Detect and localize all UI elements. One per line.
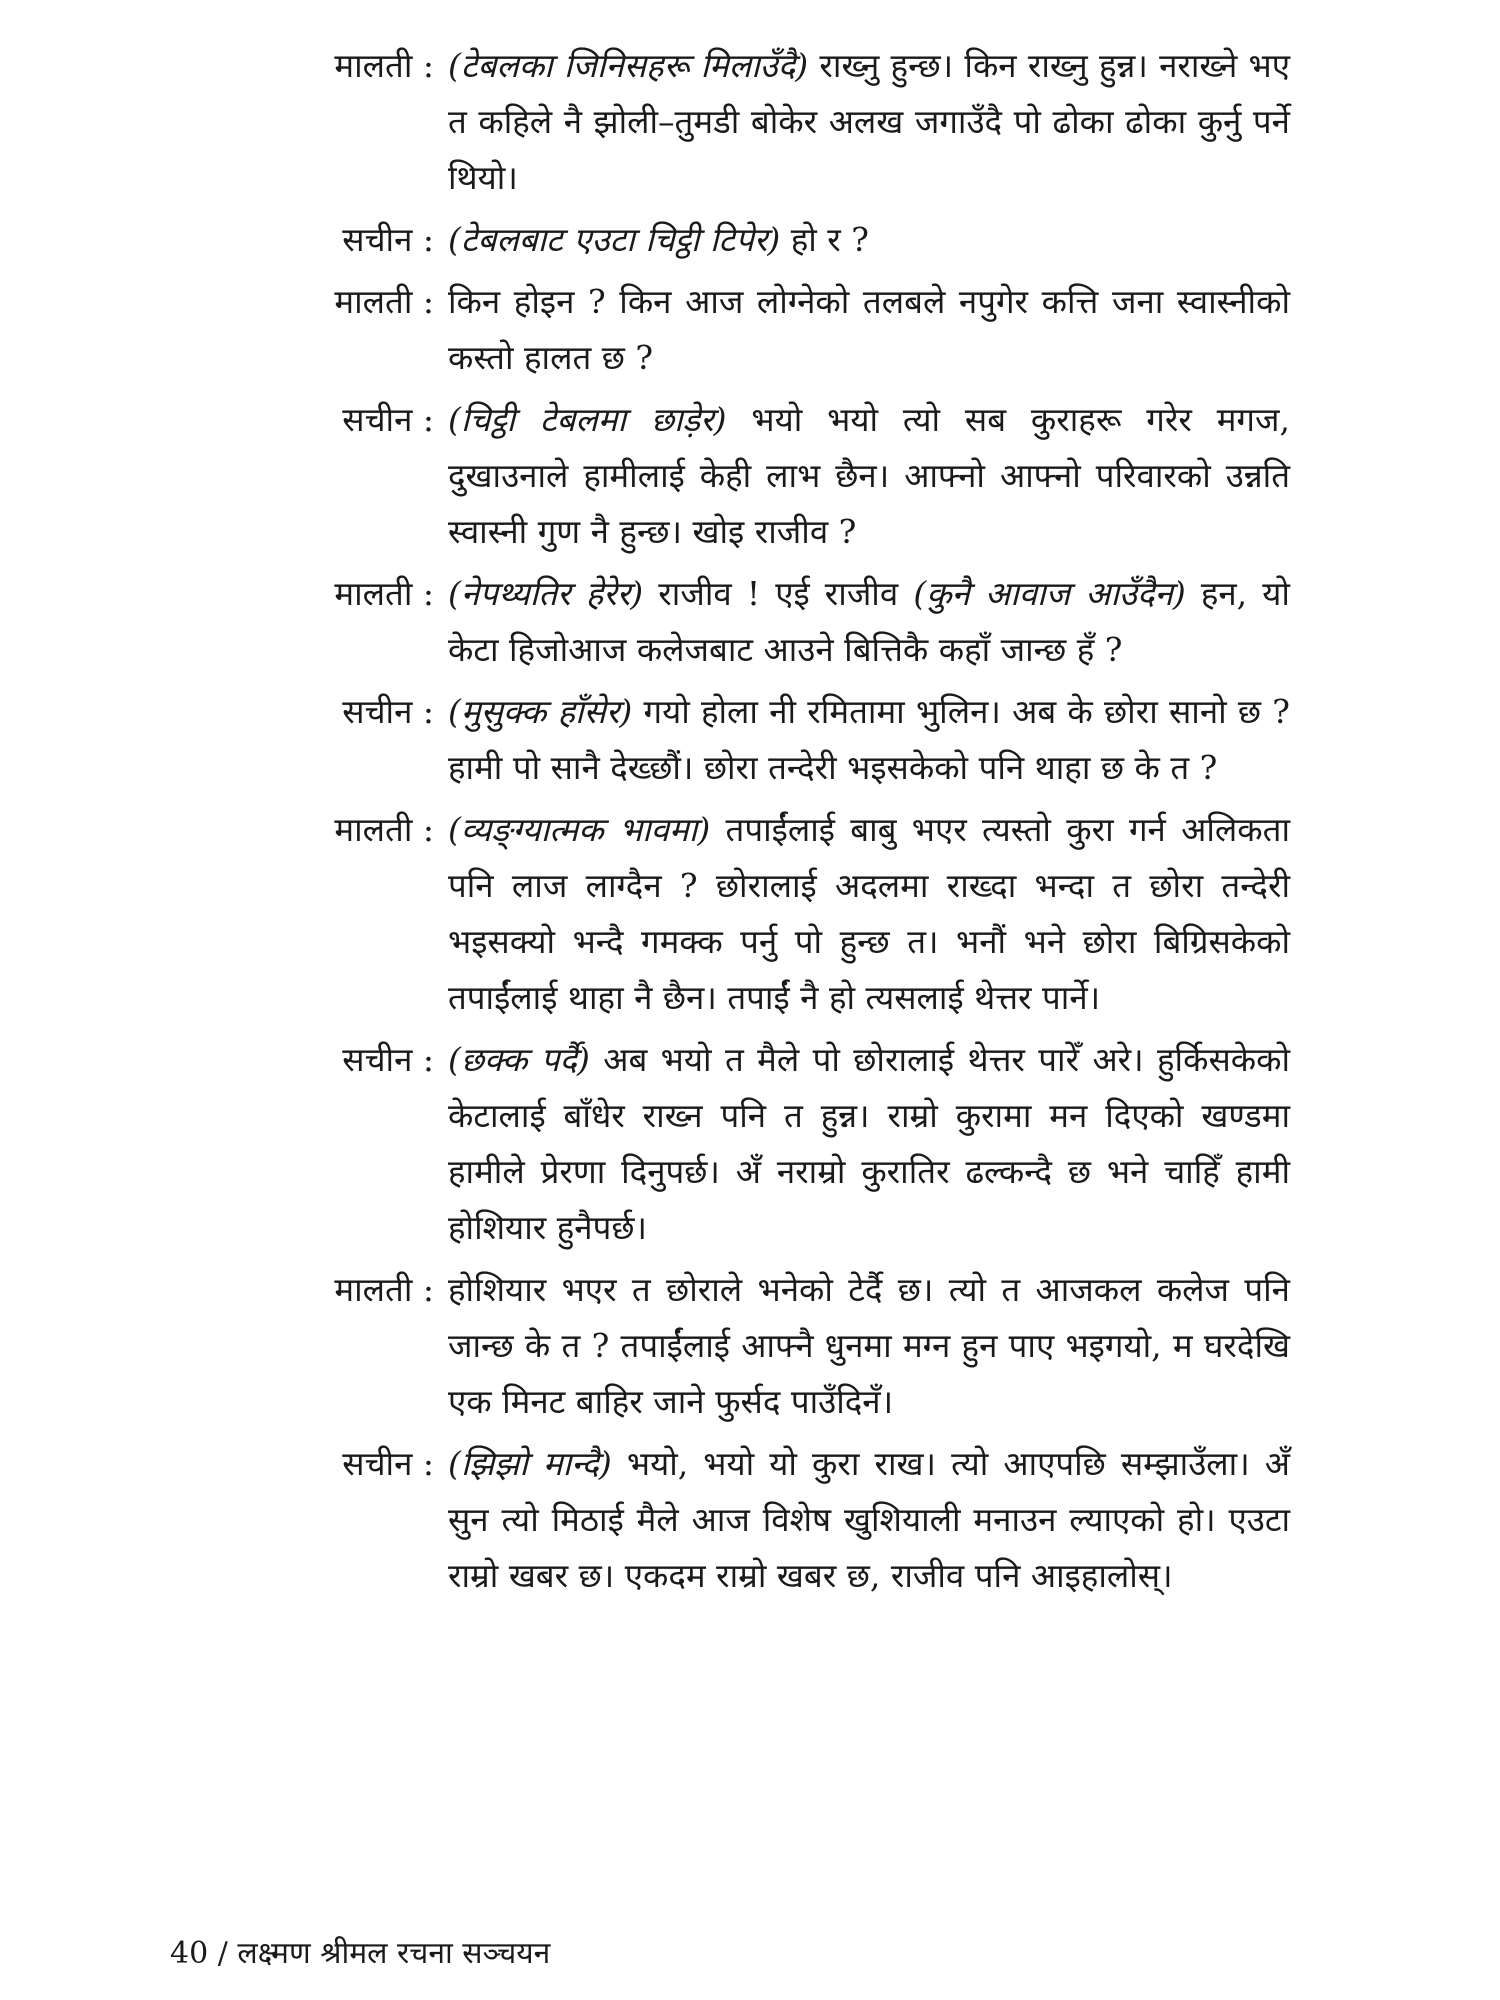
speech-text: हो र ?: [790, 220, 869, 259]
stage-direction: (टेबलका जिनिसहरू मिलाउँदै): [448, 46, 809, 85]
speech: [448, 1032, 1290, 1256]
dialogue-turn: [300, 274, 1290, 386]
dialogue-turn: [300, 684, 1290, 796]
stage-direction: (झिझो मान्दै): [448, 1444, 612, 1483]
stage-direction: (व्यङ्ग्यात्मक भावमा): [448, 810, 711, 849]
speech: [448, 392, 1290, 560]
page-footer: 40 / लक्ष्मण श्रीमल रचना सञ्चयन: [170, 1936, 551, 1971]
speaker-name: मालती :: [334, 282, 434, 321]
stage-direction: (कुनै आवाज आउँदैन): [913, 574, 1186, 613]
stage-direction: (चिट्ठी टेबलमा छाड़ेर): [448, 400, 727, 439]
speech: [448, 1262, 1290, 1430]
speech: [448, 274, 1290, 386]
dialogue-turn: [300, 1262, 1290, 1430]
speaker-name: सचीन :: [342, 220, 434, 259]
speaker-name: सचीन :: [342, 1040, 434, 1079]
speech: [448, 38, 1290, 206]
speaker-name: सचीन :: [342, 1444, 434, 1483]
speech-text: हन, यो केटा हिजोआज कलेजबाट आउने बित्तिकै कहाँ जान्छ हँ ?: [448, 574, 1290, 669]
speech: [448, 802, 1290, 1026]
stage-direction: (मुसुक्क हाँसेर): [448, 692, 633, 731]
speech-text: भयो, भयो यो कुरा राख। त्यो आएपछि सम्झाउँला। अँ सुन त्यो मिठाई मैले आज विशेष खुशियाली मनाउन ल्याएको हो। एउटा राम्रो खबर छ। एकदम राम्रो खबर छ, राजीव पनि आइहालोस्।: [448, 1444, 1290, 1595]
stage-direction: (छक्क पर्दै): [448, 1040, 590, 1079]
dialogue-turn: [300, 38, 1290, 206]
speech: [448, 566, 1290, 678]
speech-text: होशियार भएर त छोराले भनेको टेर्दै छ। त्यो त आजकल कलेज पनि जान्छ के त ? तपाईंलाई आफ्नै धुनमा मग्न हुन पाए भइगयो, म घरदेखि एक मिनट बाहिर जाने फुर्सद पाउँदिनँ।: [448, 1270, 1290, 1421]
dialogue-turn: [300, 392, 1290, 560]
speech-text: राजीव ! एई राजीव: [658, 574, 899, 613]
dialogue-turn: [300, 212, 1290, 268]
dialogue-turn: [300, 1032, 1290, 1256]
speech-text: अब भयो त मैले पो छोरालाई थेत्तर पारेँ अरे। हुर्किसकेको केटालाई बाँधेर राख्न पनि त हुन्न। राम्रो कुरामा मन दिएको खण्डमा हामीले प्रेरणा दिनुपर्छ। अँ नराम्रो कुरातिर ढल्कन्दै छ भने चाहिँ हामी होशियार हुनैपर्छ।: [448, 1040, 1290, 1247]
speech: [448, 212, 1290, 268]
speech-text: किन होइन ? किन आज लोग्नेको तलबले नपुगेर कत्ति जना स्वास्नीको कस्तो हालत छ ?: [448, 282, 1290, 377]
speaker-name: मालती :: [334, 810, 434, 849]
dialogue: [300, 38, 1290, 1610]
speaker-name: मालती :: [334, 1270, 434, 1309]
speaker-name: सचीन :: [342, 400, 434, 439]
speaker-name: सचीन :: [342, 692, 434, 731]
dialogue-turn: [300, 1436, 1290, 1604]
speech-text: राख्नु हुन्छ। किन राख्नु हुन्न। नराख्ने भए त कहिले नै झोली–तुमडी बोकेर अलख जगाउँदै पो ढोका ढोका कुर्नु पर्ने थियो।: [448, 46, 1290, 197]
speaker-name: मालती :: [334, 574, 434, 613]
speaker-name: मालती :: [334, 46, 434, 85]
stage-direction: (नेपथ्यतिर हेरेर): [448, 574, 644, 613]
speech: [448, 684, 1290, 796]
stage-direction: (टेबलबाट एउटा चिट्ठी टिपेर): [448, 220, 781, 259]
speech-text: गयो होला नी रमितामा भुलिन। अब के छोरा सानो छ ? हामी पो सानै देख्छौं। छोरा तन्देरी भइसकेको पनि थाहा छ के त ?: [448, 692, 1290, 787]
speech: [448, 1436, 1290, 1604]
dialogue-turn: [300, 802, 1290, 1026]
dialogue-turn: [300, 566, 1290, 678]
speech-text: तपाईंलाई बाबु भएर त्यस्तो कुरा गर्न अलिकता पनि लाज लाग्दैन ? छोरालाई अदलमा राख्दा भन्दा त छोरा तन्देरी भइसक्यो भन्दै गमक्क पर्नु पो हुन्छ त। भनौं भने छोरा बिग्रिसकेको तपाईंलाई थाहा नै छैन। तपाईं नै हो त्यसलाई थेत्तर पार्ने।: [448, 810, 1290, 1017]
speech-text: भयो भयो त्यो सब कुराहरू गरेर मगज, दुखाउनाले हामीलाई केही लाभ छैन। आफ्नो आफ्नो परिवारको उन्नति स्वास्नी गुण नै हुन्छ। खोइ राजीव ?: [448, 400, 1290, 551]
